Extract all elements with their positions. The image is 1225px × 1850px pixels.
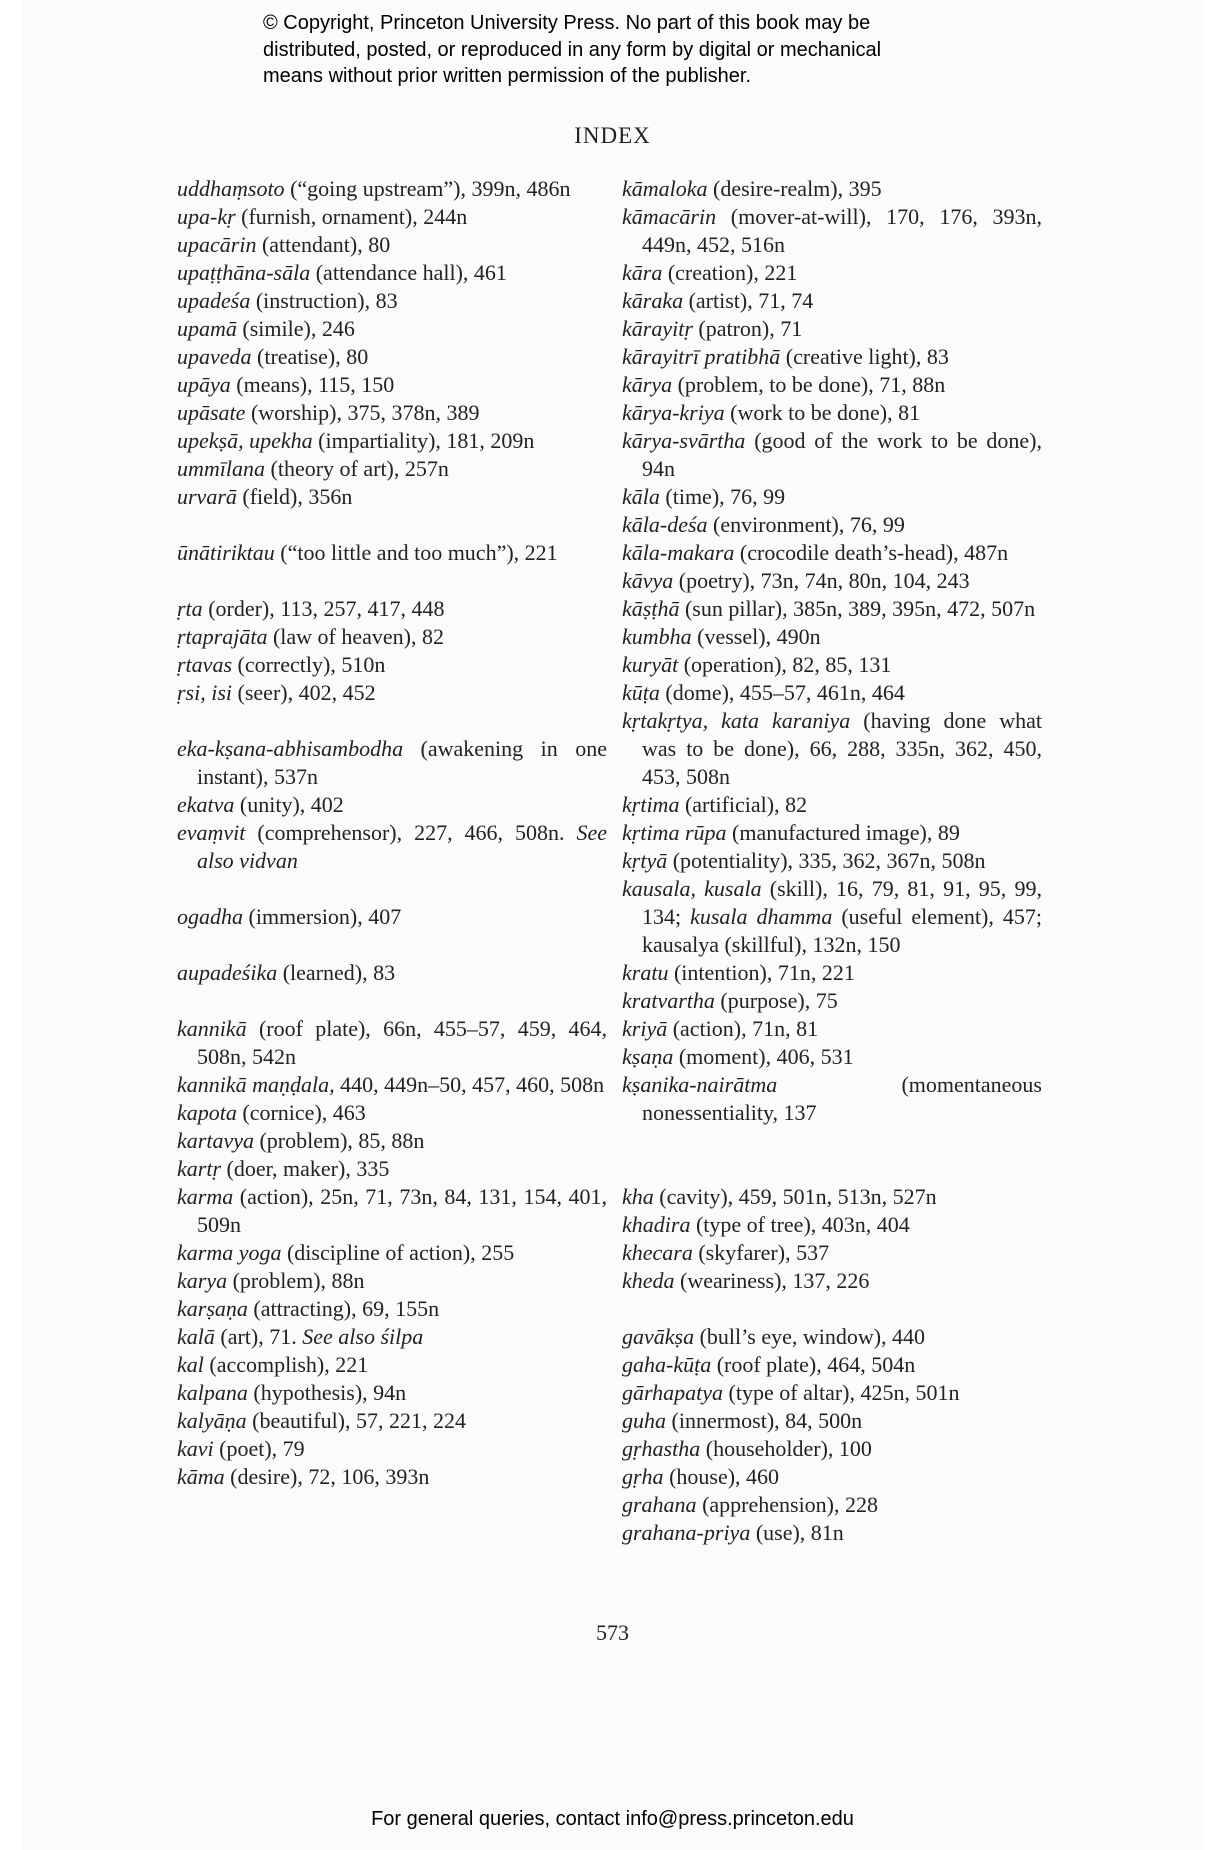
contact-footer: For general queries, contact info@press.princeton.edu bbox=[371, 1808, 854, 1830]
index-entry bbox=[177, 623, 607, 651]
index-term: kṛtyā bbox=[622, 848, 668, 873]
index-references: (cornice), 463 bbox=[236, 1100, 366, 1125]
index-references: (accomplish), 221 bbox=[203, 1352, 369, 1377]
index-references: (“too little and too much”), 221 bbox=[274, 540, 558, 565]
index-term: kratvartha bbox=[622, 988, 715, 1013]
index-references: (impartiality), 181, 209n bbox=[312, 428, 535, 453]
index-term: kalā bbox=[177, 1324, 215, 1349]
index-references: (weariness), 137, 226 bbox=[674, 1268, 870, 1293]
index-entry bbox=[622, 1519, 1042, 1547]
index-term: upa-kṛ bbox=[177, 204, 236, 229]
index-entry bbox=[622, 511, 1042, 539]
index-references: (comprehensor), 227, 466, 508n. bbox=[245, 820, 577, 845]
index-entry bbox=[622, 875, 1042, 959]
index-entry bbox=[622, 623, 1042, 651]
index-term: kratu bbox=[622, 960, 669, 985]
index-entry bbox=[177, 483, 607, 511]
index-references: (“going upstream”), 399n, 486n bbox=[284, 176, 571, 201]
index-term: aupadeśika bbox=[177, 960, 278, 985]
index-references: (roof plate), 66n, 455–57, 459, 464, 508n, 542n bbox=[197, 1016, 607, 1069]
index-references: (innermost), 84, 500n bbox=[666, 1408, 863, 1433]
index-references: (good of the work to be done), 94n bbox=[642, 428, 1042, 481]
index-term: kārayitṛ bbox=[622, 316, 693, 341]
index-references: (artist), 71, 74 bbox=[683, 288, 814, 313]
index-entry bbox=[177, 651, 607, 679]
index-references: (creative light), 83 bbox=[780, 344, 949, 369]
index-term: kāmaloka bbox=[622, 176, 708, 201]
index-entry bbox=[622, 847, 1042, 875]
index-entry bbox=[622, 259, 1042, 287]
index-term: upaṭṭhāna-sāla bbox=[177, 260, 311, 285]
see-also-reference: See also vidvan bbox=[197, 820, 607, 873]
index-term: khecara bbox=[622, 1240, 693, 1265]
index-entry bbox=[177, 1295, 607, 1323]
index-subreferences: (useful element), 457; kausalya (skillful), 132n, 150 bbox=[642, 904, 1042, 957]
index-term: grahana bbox=[622, 1492, 697, 1517]
index-entry bbox=[622, 1043, 1042, 1071]
index-entry bbox=[622, 1323, 1042, 1351]
index-entry bbox=[622, 959, 1042, 987]
index-references: (worship), 375, 378n, 389 bbox=[245, 400, 480, 425]
index-term: upekṣā, upekha bbox=[177, 428, 313, 453]
index-term: kṣanika-nairātma bbox=[622, 1072, 778, 1097]
index-entry bbox=[622, 427, 1042, 483]
index-term: kal bbox=[177, 1352, 204, 1377]
index-subterm: kusala dhamma bbox=[690, 904, 833, 929]
index-entry bbox=[622, 1183, 1042, 1211]
index-entry bbox=[622, 175, 1042, 203]
index-entry bbox=[177, 735, 607, 791]
index-term: kalyāṇa bbox=[177, 1408, 247, 1433]
index-entry bbox=[177, 959, 607, 987]
index-term: karṣaṇa bbox=[177, 1296, 248, 1321]
index-entry bbox=[622, 1267, 1042, 1295]
index-references: (doer, maker), 335 bbox=[221, 1156, 390, 1181]
index-term: upacārin bbox=[177, 232, 257, 257]
index-term: evaṃvit bbox=[177, 820, 246, 845]
index-term: khadira bbox=[622, 1212, 691, 1237]
index-references: (desire-realm), 395 bbox=[707, 176, 882, 201]
index-references: (manufactured image), 89 bbox=[726, 820, 960, 845]
see-also-reference: See also śilpa bbox=[302, 1324, 424, 1349]
index-entry bbox=[622, 1463, 1042, 1491]
index-references: (art), 71. bbox=[214, 1324, 303, 1349]
index-references: (desire), 72, 106, 393n bbox=[224, 1464, 430, 1489]
index-term: kalpana bbox=[177, 1380, 248, 1405]
index-term: kṛtakṛtya, kata karaniya bbox=[622, 708, 851, 733]
index-references: (creation), 221 bbox=[662, 260, 798, 285]
index-references: (treatise), 80 bbox=[251, 344, 369, 369]
index-references: (awakening in one instant), 537n bbox=[197, 736, 607, 789]
copyright-line-3: means without prior written permission of the publisher. bbox=[263, 65, 752, 87]
index-references: (cavity), 459, 501n, 513n, 527n bbox=[653, 1184, 937, 1209]
index-references: (beautiful), 57, 221, 224 bbox=[246, 1408, 467, 1433]
index-references: (moment), 406, 531 bbox=[673, 1044, 854, 1069]
index-references: (learned), 83 bbox=[277, 960, 396, 985]
index-references: (problem, to be done), 71, 88n bbox=[672, 372, 946, 397]
copyright-line-2: distributed, posted, or reproduced in any form by digital or mechanical bbox=[263, 38, 882, 61]
index-references: (environment), 76, 99 bbox=[707, 512, 905, 537]
entry-gap bbox=[177, 875, 607, 903]
index-entry bbox=[622, 287, 1042, 315]
index-references: (unity), 402 bbox=[234, 792, 344, 817]
index-entry bbox=[177, 1015, 607, 1071]
index-term: kāla-deśa bbox=[622, 512, 708, 537]
index-term: kāvya bbox=[622, 568, 674, 593]
index-term: ūnātiriktau bbox=[177, 540, 275, 565]
index-entry bbox=[177, 1435, 607, 1463]
index-entry bbox=[177, 1323, 607, 1351]
index-references: (problem), 88n bbox=[227, 1268, 365, 1293]
index-term: upadeśa bbox=[177, 288, 251, 313]
index-term: kūṭa bbox=[622, 680, 660, 705]
entry-gap bbox=[177, 707, 607, 735]
index-term: uddhaṃsoto bbox=[177, 176, 285, 201]
index-term: ekatva bbox=[177, 792, 235, 817]
index-entry bbox=[177, 231, 607, 259]
index-term: ṛtavas bbox=[177, 652, 232, 677]
index-references: (apprehension), 228 bbox=[696, 1492, 879, 1517]
entry-gap bbox=[177, 931, 607, 959]
index-term: urvarā bbox=[177, 484, 237, 509]
index-term: kṣaṇa bbox=[622, 1044, 674, 1069]
index-references: (hypothesis), 94n bbox=[247, 1380, 407, 1405]
index-references: (dome), 455–57, 461n, 464 bbox=[659, 680, 905, 705]
index-term: gaha-kūṭa bbox=[622, 1352, 712, 1377]
index-entry bbox=[177, 595, 607, 623]
index-references: (attendance hall), 461 bbox=[310, 260, 507, 285]
index-references: (work to be done), 81 bbox=[724, 400, 921, 425]
entry-gap bbox=[622, 1127, 1042, 1155]
index-term: kṛtima bbox=[622, 792, 680, 817]
index-references: (seer), 402, 452 bbox=[232, 680, 376, 705]
index-term: kāraka bbox=[622, 288, 684, 313]
index-entry bbox=[177, 679, 607, 707]
index-entry bbox=[177, 455, 607, 483]
index-entry bbox=[622, 651, 1042, 679]
index-term: kṛtima rūpa bbox=[622, 820, 727, 845]
index-entry bbox=[177, 1099, 607, 1127]
index-entry bbox=[177, 539, 607, 567]
index-term: kapota bbox=[177, 1100, 237, 1125]
index-term: kāra bbox=[622, 260, 663, 285]
index-term: upamā bbox=[177, 316, 237, 341]
index-term: kāmacārin bbox=[622, 204, 717, 229]
index-entry bbox=[177, 1183, 607, 1239]
index-references: (skill), 16, 79, 81, 91, 95, 99, 134; bbox=[642, 876, 1042, 929]
index-term: karma bbox=[177, 1184, 234, 1209]
index-term: ogadha bbox=[177, 904, 243, 929]
index-references: (artificial), 82 bbox=[679, 792, 808, 817]
index-term: kāla-makara bbox=[622, 540, 735, 565]
index-entry bbox=[177, 1379, 607, 1407]
index-references: (action), 25n, 71, 73n, 84, 131, 154, 401, 509n bbox=[197, 1184, 607, 1237]
index-entry bbox=[622, 707, 1042, 791]
index-term: kārya bbox=[622, 372, 673, 397]
index-references: (mover-at-will), 170, 176, 393n, 449n, 452, 516n bbox=[642, 204, 1042, 257]
index-column-right bbox=[622, 175, 1042, 1547]
index-term: kannikā maṇḍala, bbox=[177, 1072, 335, 1097]
index-references: (potentiality), 335, 362, 367n, 508n bbox=[667, 848, 986, 873]
index-entry bbox=[622, 1407, 1042, 1435]
index-term: kāṣṭhā bbox=[622, 596, 680, 621]
index-references: (skyfarer), 537 bbox=[692, 1240, 830, 1265]
entry-gap bbox=[177, 987, 607, 1015]
index-term: karya bbox=[177, 1268, 228, 1293]
index-term: gārhapatya bbox=[622, 1380, 724, 1405]
copyright-notice bbox=[263, 10, 963, 90]
index-term: eka-kṣana-abhisambodha bbox=[177, 736, 404, 761]
index-references: (householder), 100 bbox=[700, 1436, 872, 1461]
index-entry bbox=[622, 987, 1042, 1015]
index-term: kartṛ bbox=[177, 1156, 221, 1181]
index-references: (intention), 71n, 221 bbox=[668, 960, 855, 985]
index-references: (action), 71n, 81 bbox=[667, 1016, 819, 1041]
index-references: (having done what was to be done), 66, 288, 335n, 362, 450, 453, 508n bbox=[642, 708, 1042, 789]
index-heading: INDEX bbox=[574, 123, 651, 148]
index-entry bbox=[177, 399, 607, 427]
entry-gap bbox=[177, 567, 607, 595]
index-entry bbox=[177, 315, 607, 343]
index-references: 440, 449n–50, 457, 460, 508n bbox=[334, 1072, 605, 1097]
index-entry bbox=[177, 903, 607, 931]
index-entry bbox=[622, 1071, 1042, 1127]
index-entry bbox=[177, 1407, 607, 1435]
index-column-left bbox=[177, 175, 607, 1491]
index-term: kuryāt bbox=[622, 652, 679, 677]
index-entry bbox=[177, 427, 607, 455]
index-references: (type of altar), 425n, 501n bbox=[723, 1380, 960, 1405]
index-entry bbox=[622, 819, 1042, 847]
index-term: upāya bbox=[177, 372, 231, 397]
index-term: ummīlana bbox=[177, 456, 265, 481]
index-term: kriyā bbox=[622, 1016, 668, 1041]
index-entry bbox=[622, 371, 1042, 399]
index-references: (time), 76, 99 bbox=[659, 484, 786, 509]
index-entry bbox=[622, 1351, 1042, 1379]
index-term: kausala, kusala bbox=[622, 876, 762, 901]
index-entry bbox=[622, 1435, 1042, 1463]
index-references: (roof plate), 464, 504n bbox=[711, 1352, 916, 1377]
index-references: (use), 81n bbox=[750, 1520, 844, 1545]
index-term: gṛhastha bbox=[622, 1436, 701, 1461]
index-entry bbox=[622, 1491, 1042, 1519]
index-references: (discipline of action), 255 bbox=[281, 1240, 515, 1265]
index-entry bbox=[622, 1015, 1042, 1043]
index-references: (crocodile death’s-head), 487n bbox=[734, 540, 1009, 565]
index-entry bbox=[622, 539, 1042, 567]
index-references: (immersion), 407 bbox=[243, 904, 402, 929]
index-entry bbox=[177, 819, 607, 875]
index-term: kartavya bbox=[177, 1128, 254, 1153]
index-term: gṛha bbox=[622, 1464, 664, 1489]
index-term: kha bbox=[622, 1184, 654, 1209]
index-entry bbox=[622, 1211, 1042, 1239]
index-references: (type of tree), 403n, 404 bbox=[690, 1212, 910, 1237]
index-entry bbox=[177, 1127, 607, 1155]
index-entry bbox=[177, 259, 607, 287]
index-references: (instruction), 83 bbox=[250, 288, 398, 313]
index-references: (means), 115, 150 bbox=[230, 372, 395, 397]
index-references: (attracting), 69, 155n bbox=[247, 1296, 440, 1321]
index-entry bbox=[622, 1239, 1042, 1267]
index-references: (purpose), 75 bbox=[714, 988, 838, 1013]
copyright-line-1: © Copyright, Princeton University Press. No part of this book may be bbox=[263, 12, 871, 34]
index-references: (poet), 79 bbox=[213, 1436, 305, 1461]
index-entry bbox=[622, 567, 1042, 595]
index-entry bbox=[177, 1267, 607, 1295]
index-term: upaveda bbox=[177, 344, 252, 369]
index-references: (poetry), 73n, 74n, 80n, 104, 243 bbox=[673, 568, 970, 593]
index-entry bbox=[622, 595, 1042, 623]
index-entry bbox=[622, 1379, 1042, 1407]
index-references: (problem), 85, 88n bbox=[253, 1128, 425, 1153]
index-term: karma yoga bbox=[177, 1240, 282, 1265]
page-number: 573 bbox=[596, 1620, 629, 1645]
index-entry bbox=[177, 1155, 607, 1183]
entry-gap bbox=[177, 511, 607, 539]
index-references: (bull’s eye, window), 440 bbox=[694, 1324, 926, 1349]
index-references: (furnish, ornament), 244n bbox=[235, 204, 468, 229]
index-term: kannikā bbox=[177, 1016, 247, 1041]
index-entry bbox=[177, 1463, 607, 1491]
index-term: gavākṣa bbox=[622, 1324, 695, 1349]
index-entry bbox=[177, 1239, 607, 1267]
index-entry bbox=[177, 175, 607, 203]
index-term: kheda bbox=[622, 1268, 675, 1293]
index-references: (theory of art), 257n bbox=[265, 456, 449, 481]
index-term: kārya-kriya bbox=[622, 400, 725, 425]
index-term: kāma bbox=[177, 1464, 225, 1489]
index-references: (simile), 246 bbox=[236, 316, 355, 341]
index-entry bbox=[177, 1351, 607, 1379]
index-term: kumbha bbox=[622, 624, 692, 649]
index-term: ṛtaprajāta bbox=[177, 624, 268, 649]
index-entry bbox=[177, 371, 607, 399]
index-entry bbox=[622, 483, 1042, 511]
index-term: kārayitrī pratibhā bbox=[622, 344, 781, 369]
index-entry bbox=[177, 203, 607, 231]
index-term: grahana-priya bbox=[622, 1520, 751, 1545]
index-entry bbox=[622, 791, 1042, 819]
index-term: kārya-svārtha bbox=[622, 428, 746, 453]
index-term: kavi bbox=[177, 1436, 214, 1461]
entry-gap bbox=[622, 1295, 1042, 1323]
index-term: guha bbox=[622, 1408, 666, 1433]
index-references: (house), 460 bbox=[663, 1464, 780, 1489]
index-term: ṛsi, isi bbox=[177, 680, 233, 705]
index-references: (operation), 82, 85, 131 bbox=[678, 652, 892, 677]
index-references: (attendant), 80 bbox=[256, 232, 391, 257]
index-entry bbox=[622, 315, 1042, 343]
index-entry bbox=[622, 399, 1042, 427]
entry-gap bbox=[622, 1155, 1042, 1183]
index-references: (law of heaven), 82 bbox=[267, 624, 445, 649]
index-entry bbox=[622, 679, 1042, 707]
index-term: ṛta bbox=[177, 596, 203, 621]
index-entry bbox=[177, 791, 607, 819]
index-references: (sun pillar), 385n, 389, 395n, 472, 507n bbox=[679, 596, 1036, 621]
index-term: upāsate bbox=[177, 400, 246, 425]
index-term: kāla bbox=[622, 484, 660, 509]
index-entry bbox=[177, 343, 607, 371]
index-references: (vessel), 490n bbox=[691, 624, 821, 649]
index-references: (momentaneous nonessentiality, 137 bbox=[642, 1072, 1042, 1125]
index-references: (field), 356n bbox=[236, 484, 353, 509]
index-references: (patron), 71 bbox=[692, 316, 803, 341]
index-entry bbox=[622, 343, 1042, 371]
index-references: (order), 113, 257, 417, 448 bbox=[202, 596, 445, 621]
index-entry bbox=[177, 287, 607, 315]
index-entry bbox=[622, 203, 1042, 259]
index-references: (correctly), 510n bbox=[232, 652, 386, 677]
index-entry bbox=[177, 1071, 607, 1099]
